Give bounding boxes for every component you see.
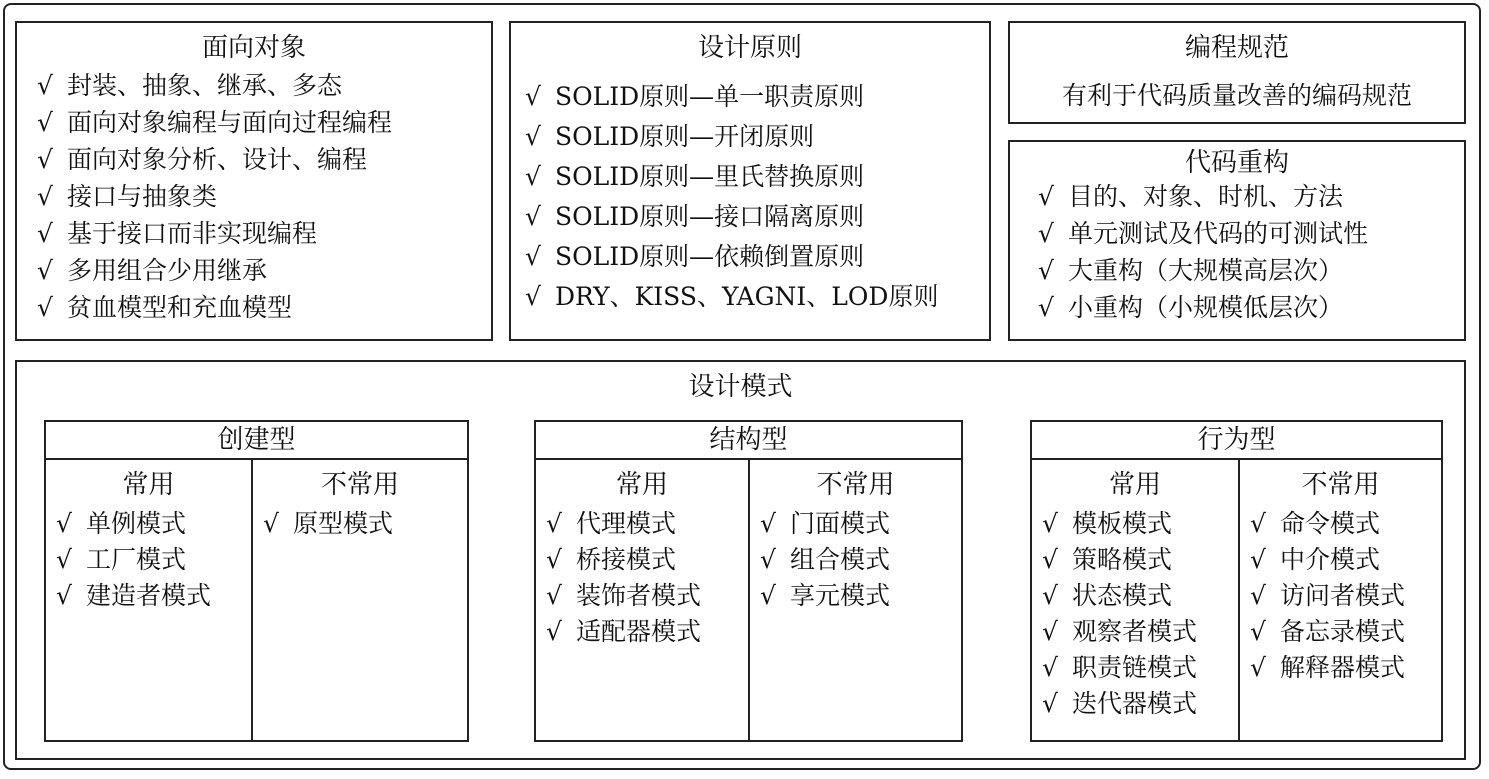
checklist-item-text: 备忘录模式 [1280,617,1406,646]
check-mark-icon: √ [56,581,72,610]
checklist-item [253,506,467,542]
check-mark-icon: √ [1042,617,1058,646]
checklist-item [46,542,251,578]
behavioral-title: 行为型 [1032,422,1441,460]
check-mark-icon: √ [546,581,562,610]
check-mark-icon: √ [1042,689,1058,718]
behavioral-common-col [1032,460,1238,740]
check-mark-icon: √ [525,282,541,311]
checklist-item-text: 适配器模式 [576,617,702,646]
checklist-item-text: 门面模式 [790,509,891,538]
principles-list [525,77,989,317]
check-mark-icon: √ [1038,293,1054,322]
creational-title: 创建型 [46,422,467,460]
checklist-item [37,141,491,178]
checklist-item [536,578,748,614]
structural-common-list [536,506,748,650]
checklist-item-text: 职责链模式 [1072,653,1198,682]
checklist-item-text: 观察者模式 [1072,617,1198,646]
checklist-item-text: SOLID原则—开闭原则 [555,122,815,151]
coding-standard-text: 有利于代码质量改善的编码规范 [1061,81,1412,110]
checklist-item [1038,215,1464,252]
check-mark-icon: √ [525,242,541,271]
checklist-item [525,77,989,117]
checklist-item-text: 中介模式 [1280,545,1381,574]
patterns-title: 设计模式 [688,372,793,402]
structural-title: 结构型 [536,422,961,460]
creational-common-label: 常用 [122,470,175,500]
checklist-item-text: 建造者模式 [86,581,212,610]
check-mark-icon: √ [760,545,776,574]
checklist-item-text: 封装、抽象、继承、多态 [67,71,343,100]
check-mark-icon: √ [37,182,53,211]
check-mark-icon: √ [1042,653,1058,682]
check-mark-icon: √ [1038,219,1054,248]
check-mark-icon: √ [546,545,562,574]
creational-box [44,420,469,742]
structural-box [534,420,963,742]
check-mark-icon: √ [37,108,53,137]
checklist-item-text: SOLID原则—接口隔离原则 [555,202,865,231]
coding-standard-box [1008,21,1466,124]
checklist-item-text: 组合模式 [790,545,891,574]
checklist-item-text: 代理模式 [576,509,677,538]
checklist-item [1038,289,1464,326]
check-mark-icon: √ [1250,581,1266,610]
checklist-item [37,252,491,289]
creational-uncommon-col [251,460,467,740]
checklist-item-text: 小重构（小规模低层次） [1068,293,1344,322]
oop-list [37,67,491,326]
behavioral-uncommon-label: 不常用 [1301,470,1380,500]
structural-uncommon-list [750,506,961,614]
checklist-item [525,157,989,197]
checklist-item [750,506,961,542]
checklist-item-text: 多用组合少用继承 [67,256,268,285]
checklist-item-text: 访问者模式 [1280,581,1406,610]
checklist-item [1032,506,1238,542]
check-mark-icon: √ [525,162,541,191]
check-mark-icon: √ [37,219,53,248]
behavioral-uncommon-list [1240,506,1441,686]
checklist-item-text: 工厂模式 [86,545,187,574]
coding-standard-title: 编程规范 [1184,33,1289,63]
behavioral-common-label: 常用 [1108,470,1161,500]
structural-common-label: 常用 [615,470,668,500]
checklist-item [536,542,748,578]
check-mark-icon: √ [37,145,53,174]
creational-common-col [46,460,251,740]
checklist-item [1240,614,1441,650]
checklist-item [1038,252,1464,289]
check-mark-icon: √ [263,509,279,538]
checklist-item-text: DRY、KISS、YAGNI、LOD原则 [555,282,939,311]
checklist-item [525,197,989,237]
checklist-item-text: SOLID原则—依赖倒置原则 [555,242,865,271]
checklist-item-text: 面向对象编程与面向过程编程 [67,108,393,137]
behavioral-uncommon-col [1238,460,1441,740]
check-mark-icon: √ [1038,182,1054,211]
checklist-item-text: 享元模式 [790,581,891,610]
checklist-item [1038,178,1464,215]
checklist-item [46,578,251,614]
checklist-item-text: SOLID原则—单一职责原则 [555,82,865,111]
checklist-item-text: 状态模式 [1072,581,1173,610]
checklist-item-text: 迭代器模式 [1072,689,1198,718]
checklist-item [37,178,491,215]
checklist-item-text: 桥接模式 [576,545,677,574]
refactoring-list [1038,178,1464,326]
checklist-item [525,237,989,277]
check-mark-icon: √ [546,509,562,538]
oop-box [15,21,493,341]
check-mark-icon: √ [546,617,562,646]
principles-box [509,21,991,341]
check-mark-icon: √ [1250,509,1266,538]
checklist-item [37,104,491,141]
principles-title: 设计原则 [697,33,802,63]
checklist-item [1032,542,1238,578]
checklist-item-text: 大重构（大规模高层次） [1068,256,1344,285]
checklist-item [37,215,491,252]
check-mark-icon: √ [525,82,541,111]
checklist-item [525,277,989,317]
check-mark-icon: √ [1250,545,1266,574]
checklist-item [750,542,961,578]
checklist-item [536,506,748,542]
behavioral-common-list [1032,506,1238,722]
checklist-item-text: 原型模式 [293,509,394,538]
checklist-item-text: 装饰者模式 [576,581,702,610]
check-mark-icon: √ [525,122,541,151]
refactoring-box [1008,140,1466,341]
check-mark-icon: √ [37,71,53,100]
checklist-item-text: 基于接口而非实现编程 [67,219,318,248]
check-mark-icon: √ [1038,256,1054,285]
checklist-item-text: 策略模式 [1072,545,1173,574]
checklist-item-text: 目的、对象、时机、方法 [1068,182,1344,211]
checklist-item [536,614,748,650]
check-mark-icon: √ [56,509,72,538]
check-mark-icon: √ [1250,653,1266,682]
checklist-item [1032,578,1238,614]
checklist-item-text: 解释器模式 [1280,653,1406,682]
creational-common-list [46,506,251,614]
check-mark-icon: √ [1042,509,1058,538]
refactoring-title: 代码重构 [1184,148,1289,178]
checklist-item [1032,686,1238,722]
checklist-item-text: 面向对象分析、设计、编程 [67,145,368,174]
check-mark-icon: √ [1042,581,1058,610]
check-mark-icon: √ [760,509,776,538]
checklist-item [1240,578,1441,614]
structural-common-col [536,460,748,740]
checklist-item [37,289,491,326]
checklist-item-text: 命令模式 [1280,509,1381,538]
checklist-item [37,67,491,104]
checklist-item [46,506,251,542]
check-mark-icon: √ [760,581,776,610]
checklist-item [1240,506,1441,542]
patterns-box [15,360,1466,760]
checklist-item-text: 接口与抽象类 [67,182,218,211]
checklist-item [1240,650,1441,686]
creational-uncommon-label: 不常用 [320,470,399,500]
checklist-item [525,117,989,157]
checklist-item [1240,542,1441,578]
check-mark-icon: √ [1042,545,1058,574]
oop-title: 面向对象 [201,33,306,63]
checklist-item-text: 模板模式 [1072,509,1173,538]
check-mark-icon: √ [525,202,541,231]
structural-uncommon-label: 不常用 [816,470,895,500]
check-mark-icon: √ [37,256,53,285]
checklist-item-text: SOLID原则—里氏替换原则 [555,162,865,191]
checklist-item-text: 贫血模型和充血模型 [67,293,293,322]
checklist-item-text: 单元测试及代码的可测试性 [1068,219,1369,248]
checklist-item [1032,614,1238,650]
check-mark-icon: √ [56,545,72,574]
checklist-item [1032,650,1238,686]
check-mark-icon: √ [1250,617,1266,646]
checklist-item [750,578,961,614]
creational-uncommon-list [253,506,467,542]
behavioral-box [1030,420,1443,742]
check-mark-icon: √ [37,293,53,322]
structural-uncommon-col [748,460,961,740]
checklist-item-text: 单例模式 [86,509,187,538]
